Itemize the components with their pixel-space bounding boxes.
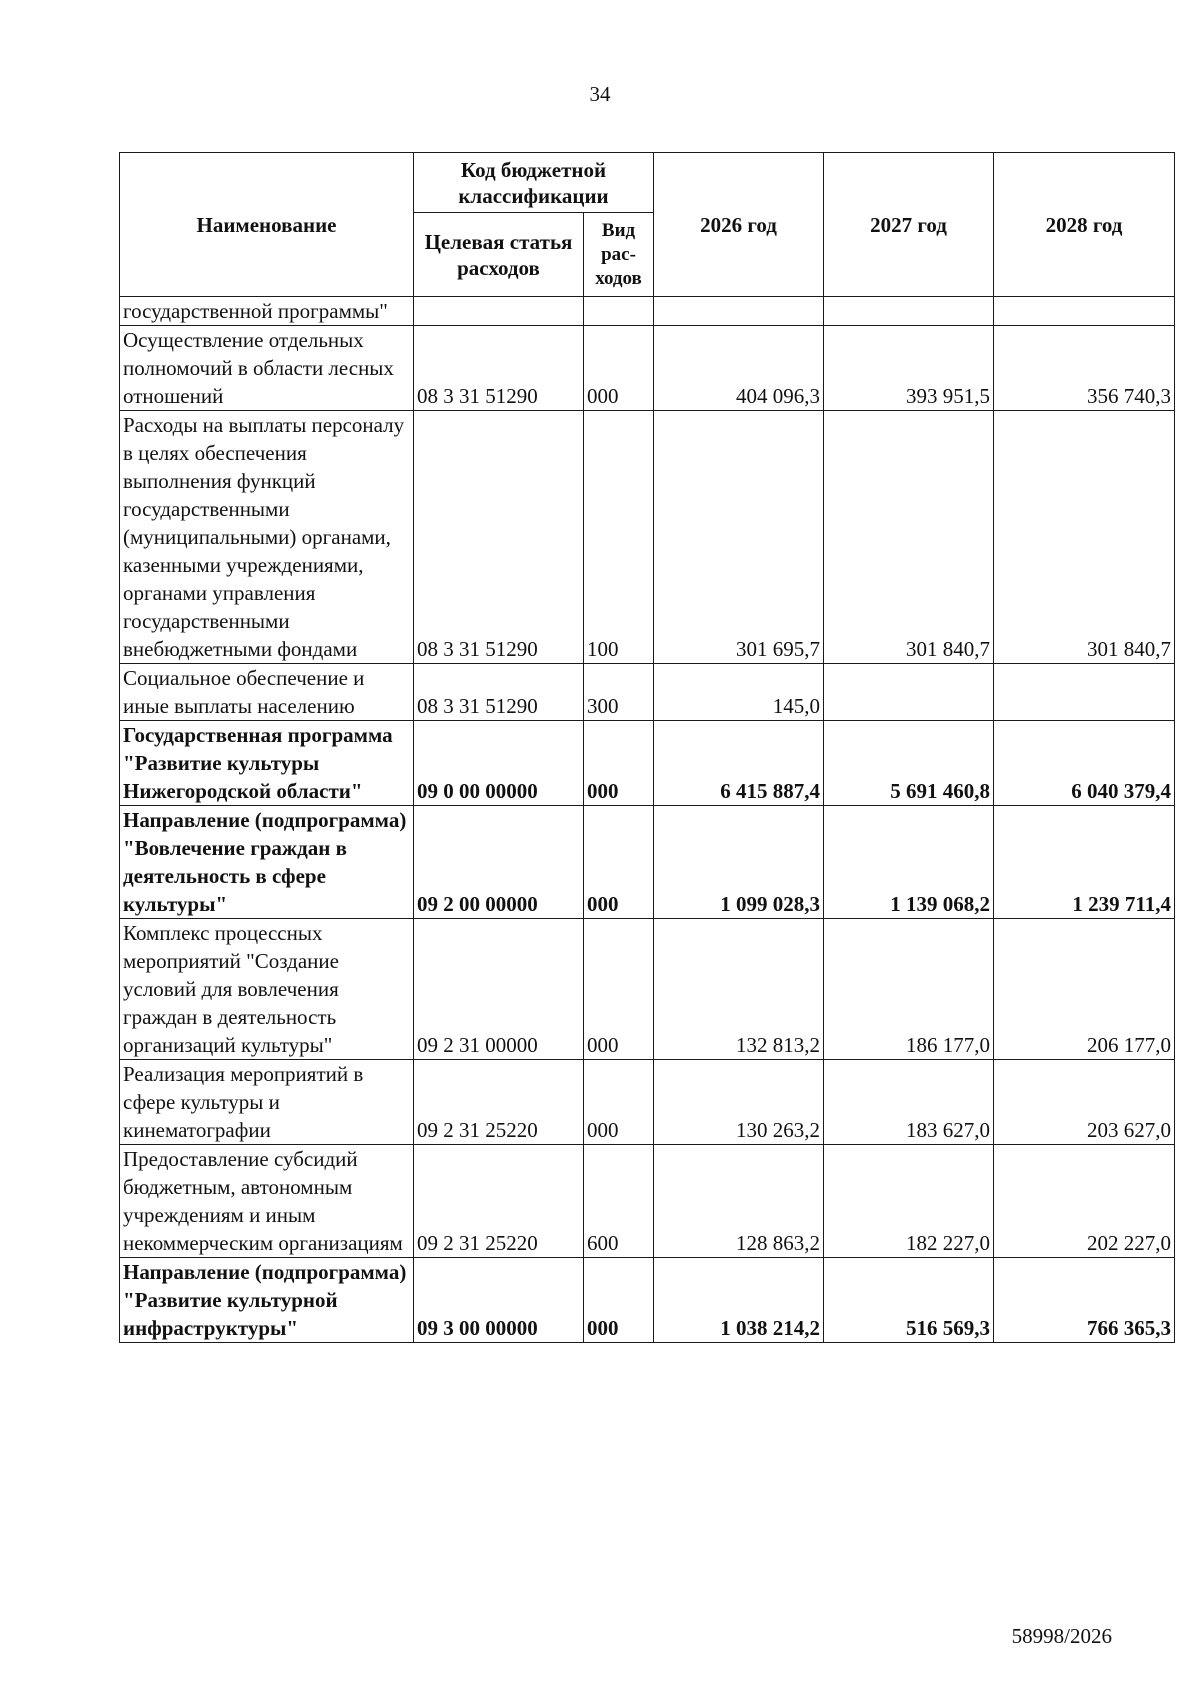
row-value-2028: 301 840,7 <box>994 411 1175 664</box>
header-year-2028: 2028 год <box>994 153 1175 297</box>
row-value-2027: 5 691 460,8 <box>824 721 994 806</box>
header-name: Наименование <box>120 153 414 297</box>
row-name: Предоставление субсидий бюджетным, автономным учреждениям и иным некоммерческим организациям <box>120 1145 414 1258</box>
row-expense-type: 000 <box>584 919 654 1060</box>
row-name: Государственная программа "Развитие культуры Нижегородской области" <box>120 721 414 806</box>
row-value-2028: 206 177,0 <box>994 919 1175 1060</box>
table-row <box>120 297 1175 326</box>
row-value-2027 <box>824 664 994 721</box>
row-name: Осуществление отдельных полномочий в области лесных отношений <box>120 326 414 411</box>
row-target-article <box>414 297 584 326</box>
row-expense-type: 000 <box>584 326 654 411</box>
row-expense-type <box>584 297 654 326</box>
row-value-2026: 1 038 214,2 <box>654 1258 824 1343</box>
row-name: Социальное обеспечение и иные выплаты населению <box>120 664 414 721</box>
table-row <box>120 664 1175 721</box>
row-value-2027: 186 177,0 <box>824 919 994 1060</box>
table-body <box>120 297 1175 1343</box>
row-value-2028: 356 740,3 <box>994 326 1175 411</box>
row-name: государственной программы" <box>120 297 414 326</box>
header-target-article: Целевая статья расходов <box>414 213 584 297</box>
row-value-2028 <box>994 664 1175 721</box>
row-expense-type: 000 <box>584 721 654 806</box>
table-row <box>120 1060 1175 1145</box>
row-value-2028: 202 227,0 <box>994 1145 1175 1258</box>
row-target-article: 09 2 31 00000 <box>414 919 584 1060</box>
row-value-2026: 301 695,7 <box>654 411 824 664</box>
row-value-2027: 183 627,0 <box>824 1060 994 1145</box>
table-row <box>120 721 1175 806</box>
row-value-2028: 203 627,0 <box>994 1060 1175 1145</box>
row-target-article: 09 2 31 25220 <box>414 1060 584 1145</box>
row-value-2027: 301 840,7 <box>824 411 994 664</box>
budget-table <box>119 152 1175 1343</box>
row-value-2026: 1 099 028,3 <box>654 806 824 919</box>
row-value-2026: 130 263,2 <box>654 1060 824 1145</box>
row-value-2028: 6 040 379,4 <box>994 721 1175 806</box>
row-target-article: 09 2 31 25220 <box>414 1145 584 1258</box>
table-row <box>120 1145 1175 1258</box>
row-value-2028 <box>994 297 1175 326</box>
row-expense-type: 000 <box>584 1258 654 1343</box>
row-name: Направление (подпрограмма) "Развитие культурной инфраструктуры" <box>120 1258 414 1343</box>
row-target-article: 09 3 00 00000 <box>414 1258 584 1343</box>
row-value-2027: 1 139 068,2 <box>824 806 994 919</box>
table-row <box>120 1258 1175 1343</box>
row-target-article: 08 3 31 51290 <box>414 326 584 411</box>
row-value-2026: 6 415 887,4 <box>654 721 824 806</box>
row-value-2026: 404 096,3 <box>654 326 824 411</box>
table-row <box>120 919 1175 1060</box>
row-value-2027: 182 227,0 <box>824 1145 994 1258</box>
table-row <box>120 411 1175 664</box>
row-name: Направление (подпрограмма) "Вовлечение граждан в деятельность в сфере культуры" <box>120 806 414 919</box>
row-name: Расходы на выплаты персоналу в целях обеспечения выполнения функций государственными (муниципальными) органами, казенными учреждениями, органами управления государственными внебюджетными фондами <box>120 411 414 664</box>
row-expense-type: 000 <box>584 1060 654 1145</box>
header-year-2027: 2027 год <box>824 153 994 297</box>
header-bk-code: Код бюджетной классификации <box>414 153 654 213</box>
row-value-2026: 128 863,2 <box>654 1145 824 1258</box>
row-expense-type: 000 <box>584 806 654 919</box>
page-number: 34 <box>589 82 611 106</box>
row-expense-type: 100 <box>584 411 654 664</box>
row-expense-type: 600 <box>584 1145 654 1258</box>
row-value-2026: 132 813,2 <box>654 919 824 1060</box>
row-value-2028: 1 239 711,4 <box>994 806 1175 919</box>
header-expense-type: Вид рас-ходов <box>584 213 654 297</box>
header-year-2026: 2026 год <box>654 153 824 297</box>
row-target-article: 09 0 00 00000 <box>414 721 584 806</box>
row-value-2027: 393 951,5 <box>824 326 994 411</box>
table-row <box>120 326 1175 411</box>
row-value-2027 <box>824 297 994 326</box>
row-name: Комплекс процессных мероприятий "Создание условий для вовлечения граждан в деятельность организаций культуры" <box>120 919 414 1060</box>
row-value-2026: 145,0 <box>654 664 824 721</box>
row-target-article: 08 3 31 51290 <box>414 411 584 664</box>
table-row <box>120 806 1175 919</box>
document-registration-code: 58998/2026 <box>1011 1624 1112 1648</box>
row-value-2026 <box>654 297 824 326</box>
row-value-2028: 766 365,3 <box>994 1258 1175 1343</box>
row-expense-type: 300 <box>584 664 654 721</box>
row-target-article: 08 3 31 51290 <box>414 664 584 721</box>
table-header <box>120 153 1175 297</box>
row-value-2027: 516 569,3 <box>824 1258 994 1343</box>
row-target-article: 09 2 00 00000 <box>414 806 584 919</box>
row-name: Реализация мероприятий в сфере культуры и кинематографии <box>120 1060 414 1145</box>
